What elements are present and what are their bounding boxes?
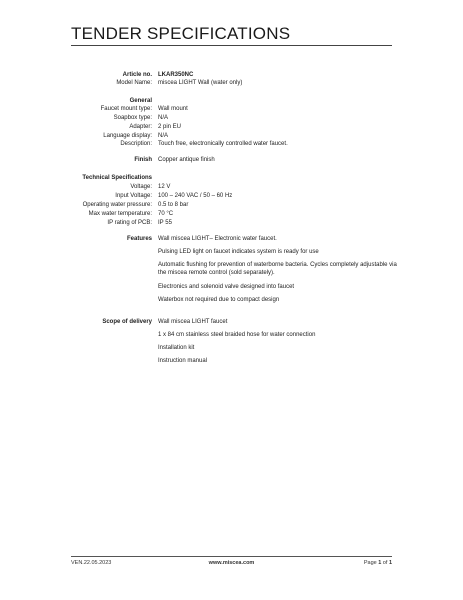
article-value: LKAR350NC: [158, 72, 194, 78]
technical-label: Max water temperature:: [88, 211, 152, 217]
page-prefix: Page: [363, 560, 379, 566]
page-title: TENDER SPECIFICATIONS: [71, 24, 291, 43]
model-label: Model Name:: [116, 80, 152, 86]
technical-row: [0, 192, 463, 201]
technical-label: Input Voltage:: [115, 193, 152, 199]
scope-row: [0, 344, 463, 353]
features-row: [0, 261, 463, 276]
technical-label: Operating water pressure:: [82, 202, 152, 208]
general-value: Touch free, electronically controlled water faucet.: [158, 141, 288, 147]
features-label: Features: [126, 236, 152, 242]
finish-row: [0, 156, 463, 165]
general-row: [0, 114, 463, 123]
page-total: 1: [388, 560, 392, 566]
footer-version: VEN.22.05.2023: [71, 560, 112, 566]
general-label: Soapbox type:: [113, 115, 152, 121]
scope-row: [0, 357, 463, 366]
feature-item: Waterbox not required due to compact design: [158, 297, 280, 303]
title-divider: [71, 45, 392, 46]
scope-item: Installation kit: [158, 345, 195, 351]
model-row: [0, 79, 463, 88]
general-value: Wall mount: [158, 106, 188, 112]
general-label: Adapter:: [129, 124, 152, 130]
technical-label: Voltage:: [130, 184, 152, 190]
scope-item: Instruction manual: [158, 358, 208, 364]
general-row: [0, 123, 463, 132]
page-of: of: [381, 560, 389, 566]
general-value: N/A: [158, 133, 169, 139]
technical-heading: Technical Specifications: [82, 175, 152, 181]
technical-row: [0, 201, 463, 210]
technical-heading-row: [0, 174, 463, 183]
page-current: 1: [378, 560, 382, 566]
feature-item: Wall miscea LIGHT– Electronic water faucet.: [158, 236, 277, 242]
general-label: Language display:: [103, 133, 152, 139]
technical-value: 100 – 240 VAC / 50 – 60 Hz: [158, 193, 233, 199]
scope-label: Scope of delivery: [102, 319, 152, 325]
scope-item: Wall miscea LIGHT faucet: [158, 319, 228, 325]
model-value: miscea LIGHT Wall (water only): [158, 80, 243, 86]
scope-row: [0, 318, 463, 327]
general-heading: General: [129, 98, 152, 104]
general-label: Description:: [120, 141, 152, 147]
technical-row: [0, 210, 463, 219]
features-row: [0, 248, 463, 257]
technical-value: IP 55: [158, 220, 172, 226]
general-row: [0, 140, 463, 149]
footer-page-number: [364, 559, 392, 567]
scope-row: [0, 331, 463, 340]
general-label: Faucet mount type:: [100, 106, 152, 112]
technical-row: [0, 183, 463, 192]
features-row: [0, 283, 463, 292]
footer-website[interactable]: www.miscea.com: [208, 560, 255, 566]
finish-value: Copper antique finish: [158, 157, 215, 163]
footer-divider: [71, 556, 392, 557]
feature-item: Electronics and solenoid valve designed into faucet: [158, 284, 295, 290]
scope-item: 1 x 84 cm stainless steel braided hose for water connection: [158, 332, 316, 338]
general-row: [0, 105, 463, 114]
technical-row: [0, 219, 463, 228]
technical-label: IP rating of PCB:: [107, 220, 152, 226]
technical-value: 12 V: [158, 184, 171, 190]
features-row: [0, 235, 463, 244]
general-value: N/A: [158, 115, 169, 121]
features-row: [0, 296, 463, 305]
finish-label: Finish: [134, 157, 152, 163]
technical-value: 70 °C: [158, 211, 174, 217]
article-label: Article no.: [122, 72, 152, 78]
technical-value: 0.5 to 8 bar: [158, 202, 189, 208]
feature-item: Pulsing LED light on faucet indicates system is ready for use: [158, 249, 319, 255]
feature-item: Automatic flushing for prevention of waterborne bacteria. Cycles completely adjustable via the miscea remote control (sold separately).: [158, 262, 397, 276]
general-value: 2 pin EU: [158, 124, 182, 130]
